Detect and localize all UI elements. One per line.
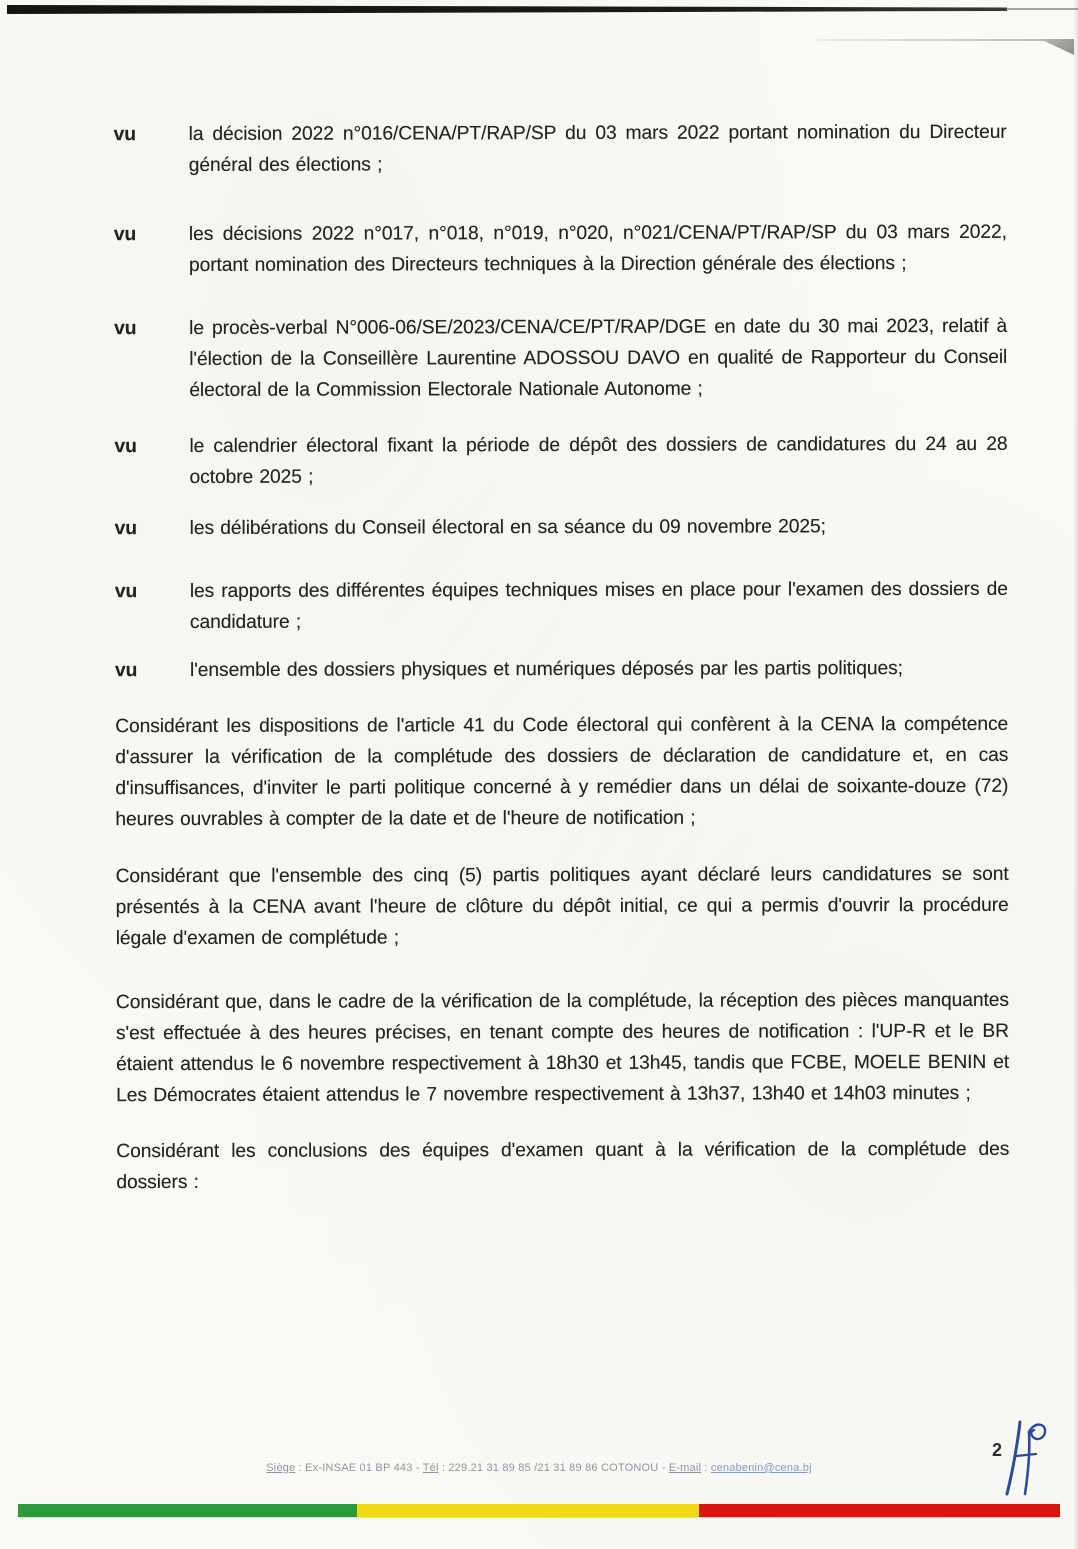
footer-contact bbox=[0, 1462, 1078, 1474]
scan-edge-artifact bbox=[7, 5, 1007, 14]
vu-clause-6 bbox=[115, 574, 1008, 638]
page-corner-shadow-line bbox=[815, 39, 1062, 41]
flag-red-segment bbox=[699, 1504, 1060, 1517]
footer-email-address: cenabenin@cena.bj bbox=[710, 1462, 812, 1474]
vu-label: vu bbox=[114, 581, 138, 603]
considerant-paragraph-4: Considérant les conclusions des équipes d'examen quant à la vérification de la complétude des dossiers : bbox=[116, 1138, 1010, 1194]
page-number-block bbox=[988, 1418, 1058, 1498]
vu-clause-4 bbox=[114, 429, 1007, 493]
vu-clause-text: le procès-verbal N°006-06/SE/2023/CENA/CE/PT/RAP/DGE en date du 30 mai 2023, relatif à l'élection de la Conseillère Laurentine ADOSSOU DAVO en qualité de Rapporteur du Conseil électoral de la Commission Electorale Nationale Autonome ; bbox=[189, 315, 1008, 401]
vu-label: vu bbox=[113, 224, 137, 246]
handwritten-initials-ink bbox=[1004, 1418, 1052, 1498]
vu-clause-5 bbox=[115, 511, 1008, 544]
page-corner-shadow-wedge bbox=[1040, 39, 1074, 55]
vu-label: vu bbox=[114, 436, 137, 458]
scan-edge-artifact-tail bbox=[1005, 8, 1078, 10]
page-number: 2 bbox=[992, 1440, 1003, 1460]
benin-flag-bar bbox=[18, 1504, 1060, 1517]
considerant-paragraph-2: Considérant que l'ensemble des cinq (5) partis politiques ayant déclaré leurs candidatures se sont présentés à la CENA avant l'heure de clôture du dépôt initial, ce qui a permis d'ouvrir la procédure légale d'examen de complétude ; bbox=[115, 863, 1009, 950]
considerant-paragraph-3: Considérant que, dans le cadre de la vérification de la complétude, la réception des pièces manquantes s'est effectuée à des heures précises, en tenant compte des heures de notification : l'UP-R et le BR étaient attendus le 6 novembre respectivement à 18h30 et 13h45, tandis que FCBE, MOELE BENIN et Les Démocrates étaient attendus le 7 novembre respectivement à 13h37, 13h40 et 14h03 minutes ; bbox=[115, 989, 1010, 1107]
footer-tel-value: : 229.21 31 89 85 /21 31 89 86 COTONOU - bbox=[438, 1462, 669, 1474]
vu-clause-text: les délibérations du Conseil électoral en sa séance du 09 novembre 2025; bbox=[189, 516, 826, 539]
vu-clause-2 bbox=[114, 217, 1007, 281]
footer-email-separator: : bbox=[701, 1462, 711, 1474]
vu-clause-text: les rapports des différentes équipes techniques mises en place pour l'examen des dossiers de candidature ; bbox=[189, 578, 1008, 633]
vu-label: vu bbox=[114, 518, 138, 540]
vu-label: vu bbox=[114, 318, 137, 340]
vu-clause-text: le calendrier électoral fixant la période de dépôt des dossiers de candidatures du 24 au 28 octobre 2025 ; bbox=[189, 433, 1008, 488]
footer-siege-label: Siège bbox=[266, 1462, 296, 1474]
considerant-paragraph-1: Considérant les dispositions de l'article 41 du Code électoral qui confèrent à la CENA la compétence d'assurer la vérification de la complétude des dossiers de déclaration de candidature et, en cas d'insuffisances, d'inviter le parti politique concerné à y remédier dans un délai de soixante-douze (72) heures ouvrables à compter de la date et de l'heure de notification ; bbox=[115, 713, 1009, 831]
vu-clause-text: l'ensemble des dossiers physiques et numériques déposés par les partis politiques; bbox=[190, 658, 903, 681]
footer-email-label: E-mail bbox=[668, 1462, 702, 1474]
document-body bbox=[114, 117, 1010, 1198]
vu-label: vu bbox=[115, 660, 138, 682]
vu-clause-7 bbox=[115, 653, 1008, 686]
vu-clause-text: la décision 2022 n°016/CENA/PT/RAP/SP du 03 mars 2022 portant nomination du Directeur général des élections ; bbox=[188, 121, 1007, 176]
vu-clause-1 bbox=[114, 117, 1007, 181]
footer-siege-value: : Ex-INSAE 01 BP 443 - bbox=[295, 1462, 423, 1474]
vu-clause-3 bbox=[114, 311, 1007, 406]
footer-tel-label: Tél bbox=[422, 1462, 439, 1474]
vu-label: vu bbox=[113, 124, 136, 146]
flag-yellow-segment bbox=[357, 1504, 700, 1517]
flag-green-segment bbox=[18, 1504, 357, 1517]
scan-right-edge-shade bbox=[1073, 0, 1078, 1549]
vu-clause-text: les décisions 2022 n°017, n°018, n°019, n°020, n°021/CENA/PT/RAP/SP du 03 mars 2022, portant nomination des Directeurs techniques à la Direction générale des élections ; bbox=[188, 221, 1007, 276]
